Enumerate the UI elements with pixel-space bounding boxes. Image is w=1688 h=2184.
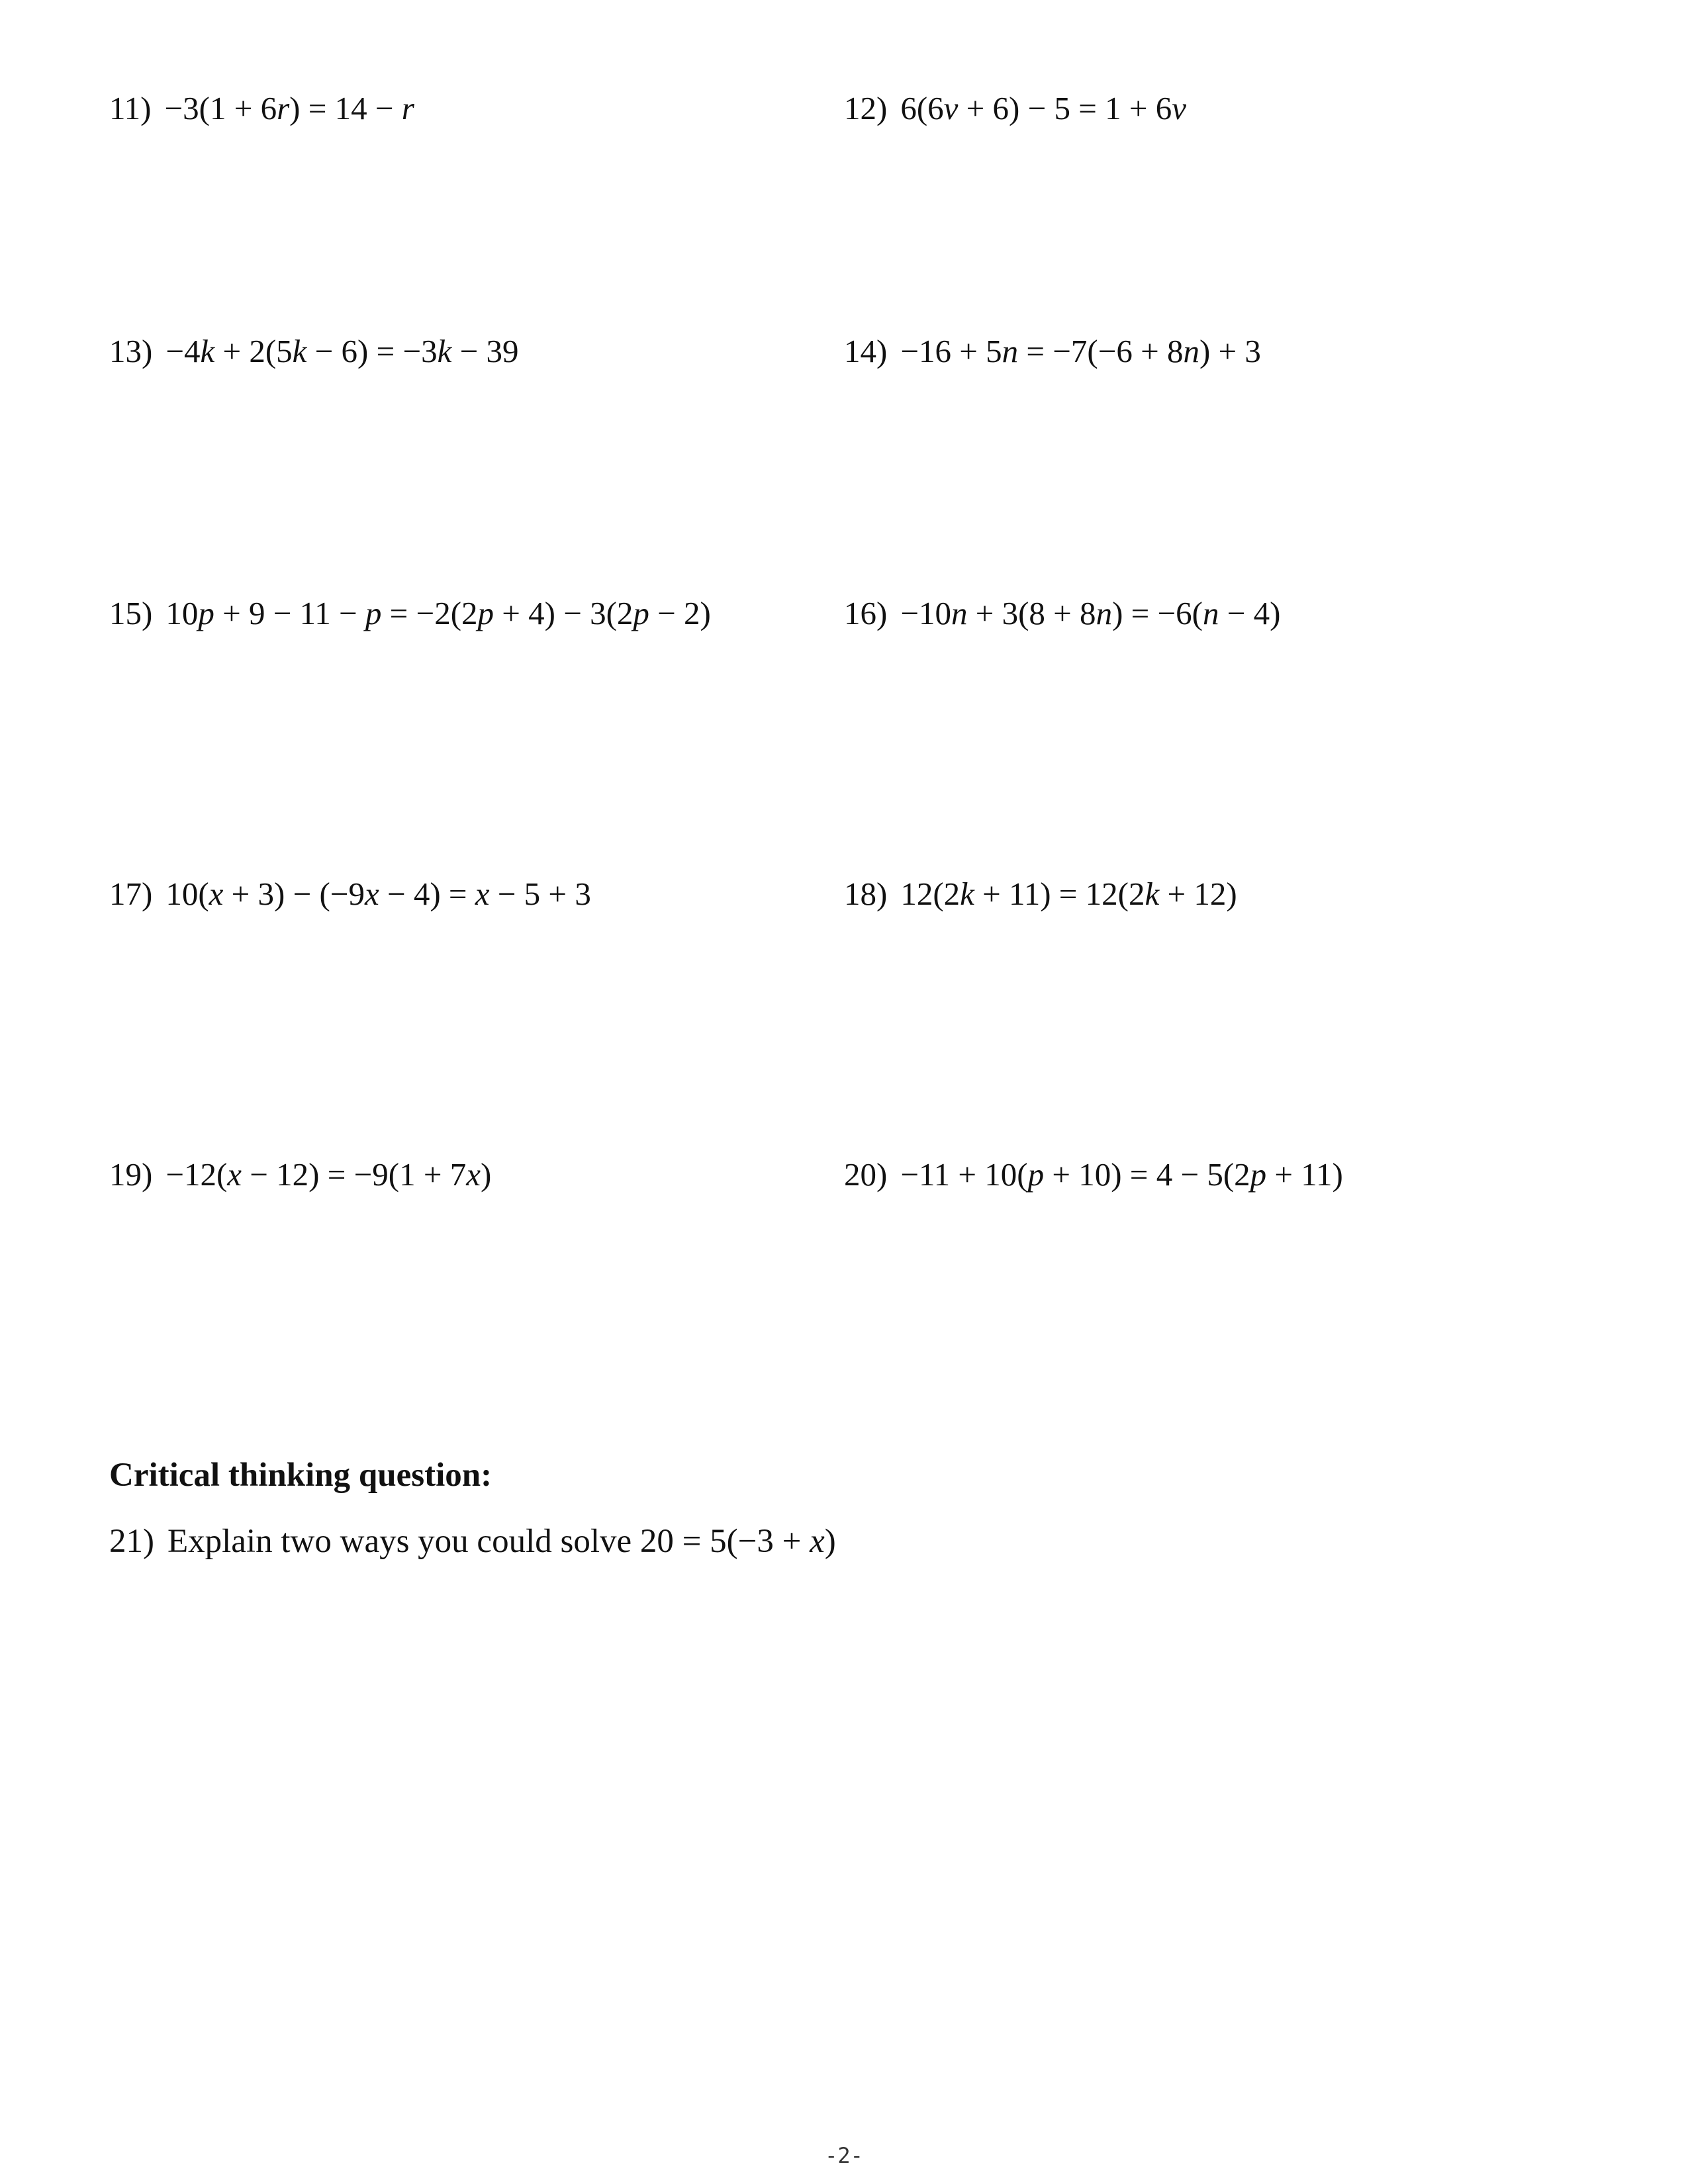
- problem-16: [844, 594, 1280, 633]
- question-variable: x: [810, 1523, 825, 1560]
- equation-part: + 2(5: [214, 333, 293, 369]
- equation-variable: x: [209, 876, 224, 912]
- problem-number: 20): [844, 1156, 888, 1193]
- equation-part: −10: [900, 595, 951, 631]
- equation-part: 10: [165, 595, 199, 631]
- equation: [900, 876, 1237, 912]
- equation-part: − 4) =: [379, 876, 475, 912]
- equation-variable: v: [943, 90, 959, 126]
- problem-number: 13): [109, 333, 153, 369]
- problem-18: [844, 875, 1237, 914]
- equation-part: + 10) = 4 − 5(2: [1044, 1156, 1250, 1193]
- critical-thinking-heading: Critical thinking question:: [109, 1457, 492, 1494]
- equation-part: −12(: [165, 1156, 228, 1193]
- equation-part: − 12) = −9(1 + 7: [242, 1156, 467, 1193]
- problem-number: 14): [844, 333, 888, 369]
- equation-part: = −7(−6 + 8: [1018, 333, 1184, 369]
- problem-20: [844, 1156, 1343, 1195]
- equation-part: 6(6: [900, 90, 944, 126]
- problem-14: [844, 332, 1261, 371]
- equation-part: + 11) = 12(2: [974, 876, 1145, 912]
- equation-part: 12(2: [900, 876, 961, 912]
- equation-part: + 6) − 5 = 1 + 6: [958, 90, 1172, 126]
- equation-variable: n: [1183, 333, 1199, 369]
- equation-part: + 12): [1159, 876, 1237, 912]
- problem-number: 12): [844, 90, 888, 126]
- equation-part: + 9 − 11 −: [214, 595, 365, 631]
- equation-variable: k: [200, 333, 215, 369]
- problem-13: [109, 332, 519, 371]
- problem-number: 19): [109, 1156, 153, 1193]
- equation-part: − 4): [1219, 595, 1281, 631]
- equation-part: = −2(2: [381, 595, 478, 631]
- equation: [165, 1156, 491, 1193]
- problem-19: [109, 1156, 491, 1195]
- problem-number: 18): [844, 876, 888, 912]
- problem-17: [109, 875, 591, 914]
- equation-variable: x: [466, 1156, 481, 1193]
- equation-variable: k: [1145, 876, 1160, 912]
- equation-part: + 3) − (−9: [223, 876, 365, 912]
- equation-variable: p: [1027, 1156, 1045, 1193]
- equation-part: −16 + 5: [900, 333, 1002, 369]
- equation-part: ) = −6(: [1112, 595, 1203, 631]
- problem-number: 16): [844, 595, 888, 631]
- equation: [165, 333, 518, 369]
- problem-number: 17): [109, 876, 153, 912]
- problem-11: [109, 89, 414, 128]
- page-number: -2-: [825, 2143, 863, 2168]
- equation-part: + 3(8 + 8: [967, 595, 1096, 631]
- equation-variable: x: [364, 876, 379, 912]
- question-text-end: ): [824, 1523, 836, 1560]
- equation-variable: x: [227, 1156, 242, 1193]
- equation-part: − 5 + 3: [489, 876, 591, 912]
- equation-variable: p: [198, 595, 214, 631]
- question-text: Explain two ways you could solve 20 = 5(−3 +: [167, 1523, 810, 1560]
- problem-15: [109, 594, 711, 633]
- problem-21: [109, 1522, 836, 1561]
- equation-variable: k: [960, 876, 974, 912]
- equation-part: −3(1 + 6: [164, 90, 277, 126]
- equation-variable: n: [1096, 595, 1113, 631]
- equation-variable: n: [951, 595, 968, 631]
- equation-variable: p: [1250, 1156, 1267, 1193]
- equation-part: −4: [165, 333, 201, 369]
- equation-variable: p: [477, 595, 494, 631]
- problem-number: 11): [109, 90, 152, 126]
- equation-variable: p: [633, 595, 649, 631]
- equation-variable: v: [1172, 90, 1187, 126]
- equation-part: ) = 14 −: [289, 90, 402, 126]
- problem-12: [844, 89, 1186, 128]
- equation-part: + 11): [1266, 1156, 1343, 1193]
- equation: [900, 1156, 1342, 1193]
- equation-part: ): [480, 1156, 492, 1193]
- equation-variable: n: [1202, 595, 1219, 631]
- equation-part: − 2): [649, 595, 711, 631]
- equation-part: − 6) = −3: [306, 333, 438, 369]
- equation-part: 10(: [165, 876, 209, 912]
- equation: [165, 595, 711, 631]
- equation: [900, 90, 1186, 126]
- equation-part: − 39: [451, 333, 519, 369]
- equation: [165, 876, 591, 912]
- equation-variable: p: [365, 595, 382, 631]
- equation-part: + 4) − 3(2: [494, 595, 633, 631]
- equation-variable: x: [475, 876, 490, 912]
- equation-variable: r: [277, 90, 290, 126]
- equation-variable: k: [437, 333, 452, 369]
- problem-number: 15): [109, 595, 153, 631]
- equation: [900, 333, 1261, 369]
- equation-variable: k: [292, 333, 307, 369]
- equation-part: ) + 3: [1199, 333, 1261, 369]
- problem-number: 21): [109, 1523, 154, 1560]
- equation: [900, 595, 1280, 631]
- equation-variable: n: [1002, 333, 1019, 369]
- equation: [165, 90, 414, 126]
- equation-variable: r: [401, 90, 414, 126]
- equation-part: −11 + 10(: [900, 1156, 1028, 1193]
